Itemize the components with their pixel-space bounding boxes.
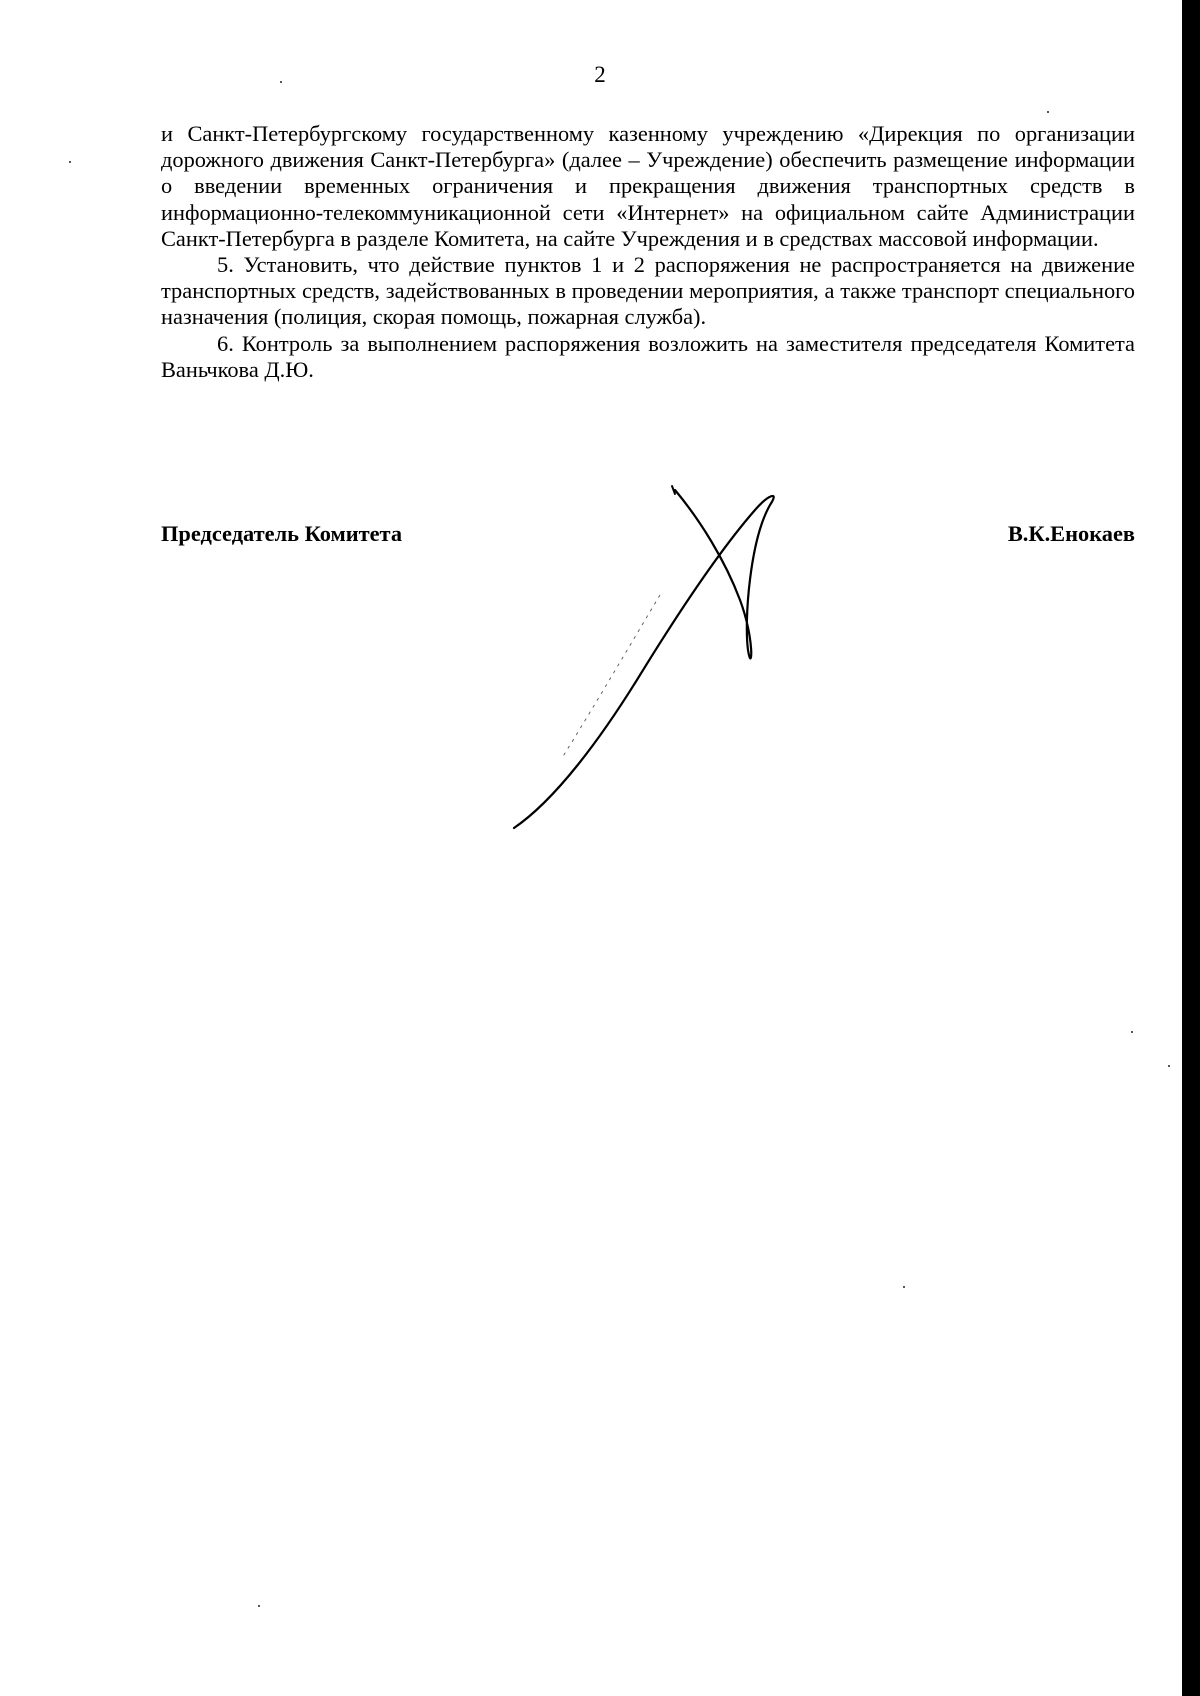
scan-speck bbox=[69, 161, 71, 163]
scan-speck bbox=[1168, 1065, 1170, 1067]
document-body bbox=[161, 121, 1135, 383]
scan-speck bbox=[1047, 111, 1049, 113]
paragraph-item-6: 6. Контроль за выполнением распоряжения возложить на заместителя председателя Комитета Ваньчкова Д.Ю. bbox=[161, 330, 1135, 382]
page-number: 2 bbox=[594, 62, 606, 87]
handwritten-signature bbox=[500, 480, 790, 830]
signatory-title: Председатель Комитета bbox=[161, 521, 403, 546]
paragraph-item-5: 5. Установить, что действие пунктов 1 и 2 распоряжения не распространяется на движение транспортных средств, задействованных в проведении мероприятия, а также транспорт специального назначения (полиция, скорая помощь, пожарная служба). bbox=[161, 252, 1135, 330]
scan-speck bbox=[258, 1605, 260, 1607]
scan-speck bbox=[903, 1286, 905, 1288]
scan-speck bbox=[1131, 1031, 1133, 1033]
signatory-name: В.К.Енокаев bbox=[1007, 521, 1135, 546]
scan-speck bbox=[280, 81, 282, 83]
paragraph-continuation: и Санкт-Петербургскому государственному казенному учреждению «Дирекция по организации дорожного движения Санкт-Петербурга» (далее – Учреждение) обеспечить размещение информации о введении временных ограничения и прекращения движения транспортных средств в информационно-телекоммуникационной сети «Интернет» на официальном сайте Администрации Санкт-Петербурга в разделе Комитета, на сайте Учреждения и в средствах массовой информации. bbox=[161, 121, 1135, 251]
scan-edge bbox=[1182, 0, 1200, 1696]
